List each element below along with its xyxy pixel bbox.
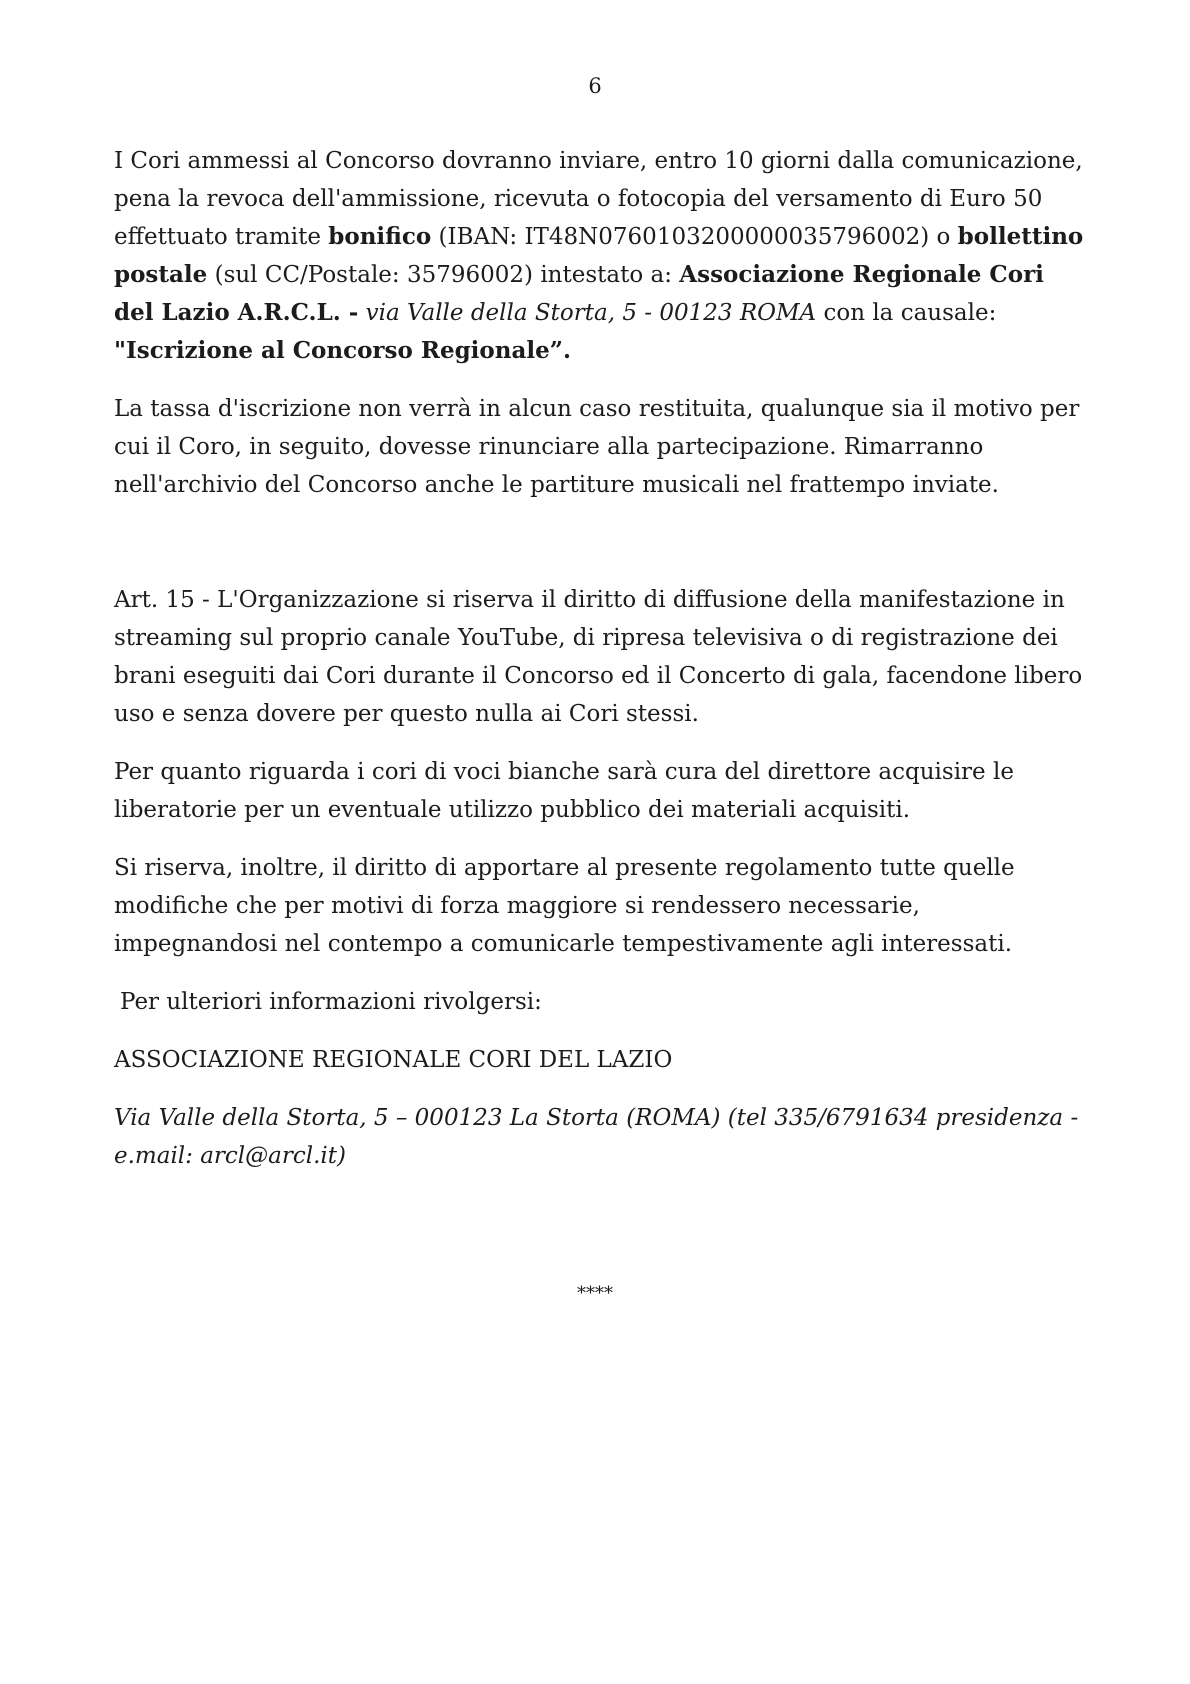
association-address: via Valle della Storta, 5 - 00123 ROMA <box>358 300 817 326</box>
modifications-paragraph: Si riserva, inoltre, il diritto di apportare al presente regolamento tutte quelle modifiche che per motivi di forza maggiore si rendessero necessarie, impegnandosi nel contempo a comunicarle tempestivamente agli interessati. <box>114 855 1015 957</box>
white-voices-paragraph: Per quanto riguarda i cori di voci bianche sarà cura del direttore acquisire le liberatorie per un eventuale utilizzo pubblico dei materiali acquisiti. <box>114 759 1014 823</box>
registration-text-3: (sul CC/Postale: 35796002) intestato a: <box>207 262 680 288</box>
registration-text-2: (IBAN: IT48N0760103200000035796002) o <box>431 224 958 250</box>
article-15-paragraph: Art. 15 - L'Organizzazione si riserva il diritto di diffusione della manifestazione in streaming sul proprio canale YouTube, di ripresa televisiva o di registrazione dei brani eseguiti dai Cori durante il Concorso ed il Concerto di gala, facendone libero uso e senza dovere per questo nulla ai Cori stessi. <box>114 587 1083 727</box>
bonifico-label: bonifico <box>328 223 432 250</box>
fee-paragraph: La tassa d'iscrizione non verrà in alcun caso restituita, qualunque sia il motivo per cui il Coro, in seguito, dovesse rinunciare alla partecipazione. Rimarranno nell'archivio del Concorso anche le partiture musicali nel frattempo inviate. <box>114 396 1080 498</box>
payment-reason: "Iscrizione al Concorso Regionale”. <box>114 337 571 364</box>
registration-text-4: con la causale: <box>816 300 997 326</box>
organization-name: ASSOCIAZIONE REGIONALE CORI DEL LAZIO <box>114 1047 673 1073</box>
contact-address: Via Valle della Storta, 5 – 000123 La Storta (ROMA) (tel 335/6791634 presidenza - e.mail: arcl@arcl.it) <box>114 1105 1079 1169</box>
section-gap <box>114 524 1084 581</box>
association-name: Associazione Regionale Cori del Lazio A.R.C.L. - <box>114 261 1044 326</box>
registration-paragraph <box>114 142 1084 370</box>
bollettino-label: bollettino postale <box>114 223 1084 288</box>
document-body <box>114 142 1084 1175</box>
contact-intro: Per ulteriori informazioni rivolgersi: <box>120 989 542 1015</box>
registration-text-1: I Cori ammessi al Concorso dovranno inviare, entro 10 giorni dalla comunicazione, pena la revoca dell'ammissione, ricevuta o fotocopia del versamento di Euro 50 effettuato tramite <box>114 148 1083 250</box>
page-number: 6 <box>588 74 602 98</box>
end-separator: **** <box>577 1283 613 1304</box>
